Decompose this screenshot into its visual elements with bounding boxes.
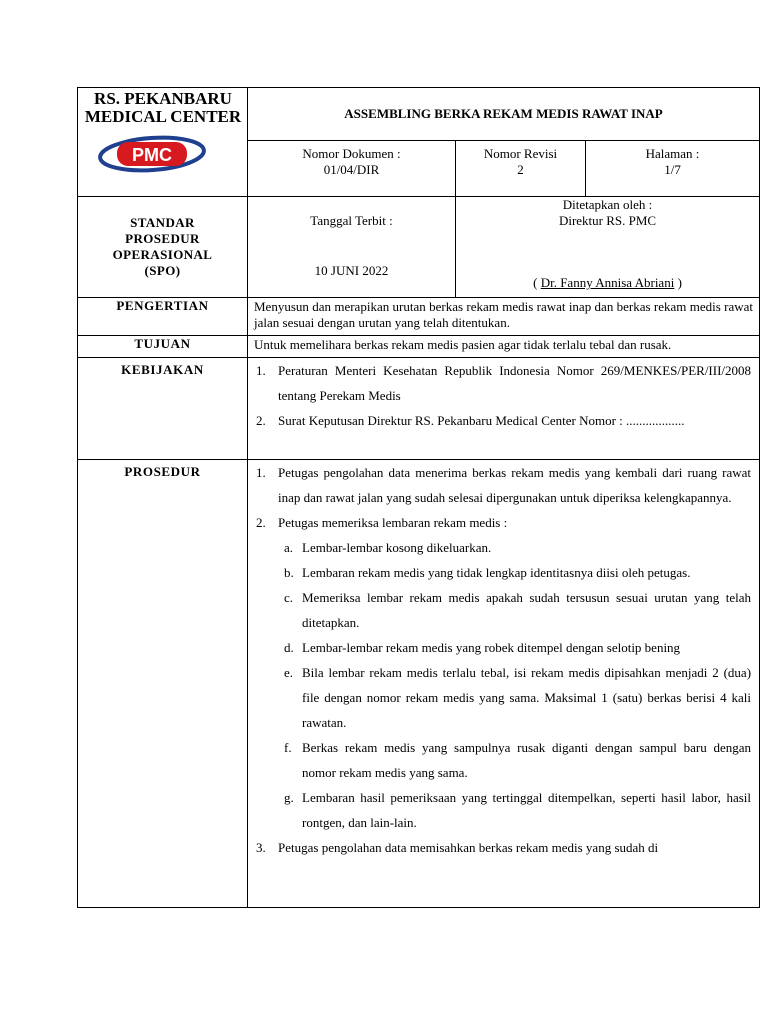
kebijakan-label: KEBIJAKAN: [78, 358, 248, 460]
nomor-revisi-cell: [456, 141, 586, 197]
prosedur-sub-item: b. Lembaran rekam medis yang tidak lengkap identitasnya diisi oleh petugas.: [284, 565, 691, 580]
prosedur-sub-item: g. Lembaran hasil pemeriksaan yang tertinggal ditempelkan, seperti hasil labor, hasil rontgen, dan lain-lain.: [284, 790, 752, 830]
spo-document-table: [77, 87, 760, 908]
nomor-dokumen-value: 01/04/DIR: [323, 162, 380, 177]
kebijakan-item: 1. Peraturan Menteri Kesehatan Republik Indonesia Nomor 269/MENKES/PER/III/2008 tentang Perekam Medis: [256, 363, 752, 403]
prosedur-sub-item: c. Memeriksa lembar rekam medis apakah sudah tersusun sesuai urutan yang telah ditetapkan.: [284, 590, 752, 630]
signatory-line: ( Dr. Fanny Annisa Abriani ): [533, 275, 682, 290]
nomor-revisi-label: Nomor Revisi: [483, 146, 558, 161]
tujuan-text: Untuk memelihara berkas rekam medis pasien agar tidak terlalu tebal dan rusak.: [248, 336, 760, 358]
pengertian-text: Menyusun dan merapikan urutan berkas rekam medis rawat inap dan berkas rekam medis rawat jalan sesuai dengan urutan yang telah ditentukan.: [248, 298, 760, 336]
halaman-cell: [586, 141, 760, 197]
tanggal-label: Tanggal Terbit :: [310, 213, 393, 228]
spo-label: STANDAR PROSEDUR OPERASIONAL (SPO): [78, 197, 248, 298]
tujuan-label: TUJUAN: [78, 336, 248, 358]
prosedur-item: 2. Petugas memeriksa lembaran rekam medis : a. Lembar-lembar kosong dikeluarkan. b. Lembaran rekam medis yang tidak lengkap identitasnya diisi oleh petugas. c. Memeriksa lembar rekam medis apakah sudah tersusun sesuai urutan yang telah ditetapkan. d. Lembar-lembar rekam medis yang robek ditempel dengan selotip bening e. Bila lembar rekam medis terlalu tebal, isi rekam medis dipisahkan menjadi 2 (dua) file dengan nomor rekam medis yang sama. Maksimal 1 (satu) berkas berisi 4 kali rawatan. f. Berkas rekam medis yang sampulnya rusak diganti dengan sampul baru dengan nomor rekam medis yang sama. g. Lembaran hasil pemeriksaan yang tertinggal ditempelkan, seperti hasil labor, hasil rontgen, dan lain-lain.: [256, 510, 751, 835]
kebijakan-content: [248, 358, 760, 460]
prosedur-item: 3. Petugas pengolahan data memisahkan berkas rekam medis yang sudah di: [256, 840, 659, 855]
halaman-value: 1/7: [664, 162, 681, 177]
signatory-name: Dr. Fanny Annisa Abriani: [540, 275, 675, 290]
prosedur-sub-item: f. Berkas rekam medis yang sampulnya rusak diganti dengan sampul baru dengan nomor rekam medis yang sama.: [284, 740, 752, 780]
nomor-dokumen-cell: [248, 141, 456, 197]
prosedur-sub-item: a. Lembar-lembar kosong dikeluarkan.: [284, 540, 492, 555]
prosedur-label: PROSEDUR: [78, 460, 248, 908]
prosedur-sub-item: d. Lembar-lembar rekam medis yang robek ditempel dengan selotip bening: [284, 640, 681, 655]
prosedur-sub-list: [256, 535, 751, 835]
hospital-name: RS. PEKANBARU MEDICAL CENTER: [84, 89, 242, 126]
ditetapkan-value: Direktur RS. PMC: [558, 213, 657, 228]
prosedur-list: [256, 460, 751, 860]
prosedur-item: 1. Petugas pengolahan data menerima berkas rekam medis yang kembali dari ruang rawat inap dan rawat jalan yang sudah selesai dipergunakan untuk diperiksa kelengkapannya.: [256, 465, 752, 505]
hospital-cell: [78, 88, 248, 197]
nomor-revisi-value: 2: [517, 162, 524, 177]
pmc-logo-icon: [97, 134, 207, 174]
document-title: ASSEMBLING BERKA REKAM MEDIS RAWAT INAP: [248, 88, 760, 141]
kebijakan-list: [256, 358, 751, 433]
pengertian-label: PENGERTIAN: [78, 298, 248, 336]
kebijakan-item: 2. Surat Keputusan Direktur RS. Pekanbaru Medical Center Nomor : ..................: [256, 413, 685, 428]
ditetapkan-label: Ditetapkan oleh :: [562, 197, 653, 212]
ditetapkan-cell: [456, 197, 760, 298]
tanggal-cell: [248, 197, 456, 298]
nomor-dokumen-label: Nomor Dokumen :: [302, 146, 401, 161]
halaman-label: Halaman :: [645, 146, 700, 161]
logo-text: PMC: [132, 145, 172, 165]
prosedur-content: [248, 460, 760, 908]
tanggal-value: 10 JUNI 2022: [314, 263, 389, 278]
prosedur-sub-item: e. Bila lembar rekam medis terlalu tebal, isi rekam medis dipisahkan menjadi 2 (dua) file dengan nomor rekam medis yang sama. Maksimal 1 (satu) berkas berisi 4 kali rawatan.: [284, 665, 752, 730]
